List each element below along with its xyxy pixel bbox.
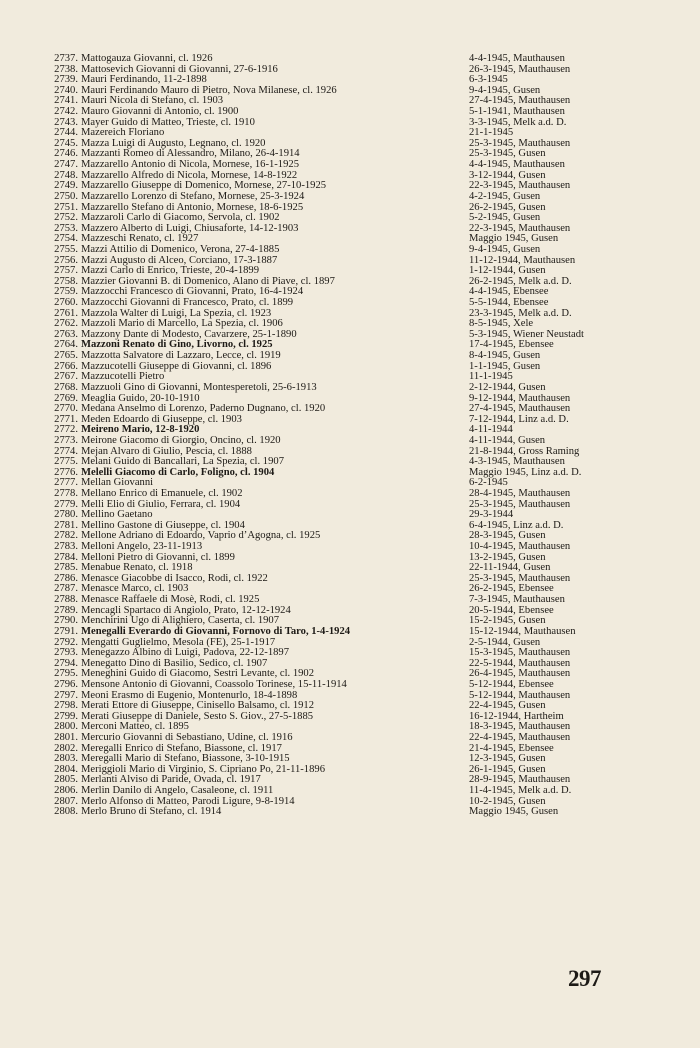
entry-fate: 5-1-1941, Mauthausen — [469, 106, 565, 118]
entry-name: Merati Ettore di Giuseppe, Cinisello Balsamo, cl. 1912 — [81, 700, 315, 712]
entry-number: 2772. — [54, 424, 78, 436]
entry-fate: 25-3-1945, Mauthausen — [469, 137, 571, 149]
entry-number: 2745. — [54, 137, 78, 149]
entry-fate: 22-3-1945, Mauthausen — [469, 180, 571, 192]
list-item — [0, 807, 700, 818]
entry-name: Mayer Guido di Matteo, Trieste, cl. 1910 — [81, 116, 255, 128]
entry-fate: 7-3-1945, Mauthausen — [469, 594, 565, 606]
entry-number: 2752. — [54, 212, 78, 224]
entry-number: 2773. — [54, 434, 78, 446]
entry-number: 2740. — [54, 84, 78, 96]
entry-number: 2758. — [54, 275, 78, 287]
entry-fate: 6-2-1945 — [469, 477, 508, 489]
entry-fate: 4-11-1944 — [469, 424, 513, 436]
entry-name: Mauri Ferdinando, 11-2-1898 — [81, 74, 207, 86]
list-item — [0, 680, 700, 691]
entry-name: Merlin Danilo di Angelo, Casaleone, cl. 1911 — [81, 785, 274, 797]
entry-name: Menegatto Dino di Basilio, Sedico, cl. 1907 — [81, 657, 268, 669]
entry-fate: 2-5-1944, Gusen — [469, 636, 541, 648]
entry-number: 2763. — [54, 328, 78, 340]
entry-fate: 26-2-1945, Melk a.d. D. — [469, 275, 572, 287]
list-item — [0, 436, 700, 447]
entry-number: 2738. — [54, 63, 78, 75]
entry-name: Mazzucotelli Pietro — [81, 371, 165, 383]
entry-fate: 2-12-1944, Gusen — [469, 381, 546, 393]
entry-fate: 11-1-1945 — [469, 371, 513, 383]
entry-fate: 9-4-1945, Gusen — [469, 243, 541, 255]
entry-name: Menchirini Ugo di Alighiero, Caserta, cl. 1907 — [81, 615, 280, 627]
entry-fate: Maggio 1945, Gusen — [469, 233, 559, 245]
entry-fate: 9-12-1944, Mauthausen — [469, 392, 571, 404]
entry-fate: 26-2-1945, Gusen — [469, 201, 546, 213]
entry-fate: 25-3-1945, Mauthausen — [469, 572, 571, 584]
entry-number: 2793. — [54, 647, 78, 659]
entry-name: Mazzoni Renato di Gino, Livorno, cl. 1925 — [81, 339, 273, 351]
entry-name: Mellano Enrico di Emanuele, cl. 1902 — [81, 487, 243, 499]
entry-fate: 4-4-1945, Mauthausen — [469, 159, 565, 171]
entry-fate: 21-8-1944, Gross Raming — [469, 445, 580, 457]
entry-number: 2749. — [54, 180, 78, 192]
entry-number: 2756. — [54, 254, 78, 266]
entry-number: 2760. — [54, 297, 78, 309]
entry-fate: 27-4-1945, Mauthausen — [469, 403, 571, 415]
entry-number: 2806. — [54, 785, 78, 797]
entry-name: Mauri Nicola di Stefano, cl. 1903 — [81, 95, 224, 107]
entry-name: Mazzola Walter di Luigi, La Spezia, cl. 1923 — [81, 307, 272, 319]
entry-number: 2779. — [54, 498, 78, 510]
list-item — [0, 383, 700, 394]
entry-fate: 10-4-1945, Mauthausen — [469, 541, 571, 553]
entry-name: Mazzero Alberto di Luigi, Chiusaforte, 14-12-1903 — [81, 222, 299, 234]
entry-fate: 6-4-1945, Linz a.d. D. — [469, 519, 564, 531]
entry-name: Mellan Giovanni — [81, 477, 154, 489]
entry-fate: 4-4-1945, Mauthausen — [469, 53, 565, 64]
entry-name: Menegazzo Albino di Luigi, Padova, 22-12-1897 — [81, 647, 290, 659]
entry-fate: 8-5-1945, Xele — [469, 318, 534, 330]
entry-name: Mazzony Dante di Modesto, Cavarzere, 25-1-1890 — [81, 328, 297, 340]
entry-number: 2786. — [54, 572, 78, 584]
entry-name: Mazzarello Antonio di Nicola, Mornese, 16-1-1925 — [81, 159, 299, 171]
entry-fate: 5-5-1944, Ebensee — [469, 297, 549, 309]
entry-number: 2775. — [54, 456, 78, 468]
entry-number: 2754. — [54, 233, 78, 245]
entry-fate: 4-11-1944, Gusen — [469, 434, 546, 446]
entry-number: 2753. — [54, 222, 78, 234]
entry-name: Menasce Marco, cl. 1903 — [81, 583, 189, 595]
entry-name: Mellone Adriano di Edoardo, Vaprio d’Agogna, cl. 1925 — [81, 530, 321, 542]
entry-fate: 29-3-1944 — [469, 509, 514, 521]
entry-name: Mazzier Giovanni B. di Domenico, Alano di Piave, cl. 1897 — [81, 275, 335, 287]
entry-number: 2792. — [54, 636, 78, 648]
entry-name: Menegalli Everardo di Giovanni, Fornovo di Taro, 1-4-1924 — [81, 625, 351, 637]
entry-number: 2781. — [54, 519, 78, 531]
entry-fate: 26-4-1945, Mauthausen — [469, 668, 571, 680]
entry-number: 2802. — [54, 742, 78, 754]
entry-fate: 26-3-1945, Mauthausen — [469, 63, 571, 75]
entry-number: 2741. — [54, 95, 78, 107]
entry-number: 2784. — [54, 551, 78, 563]
entry-name: Mazzi Carlo di Enrico, Trieste, 20-4-1899 — [81, 265, 260, 277]
entry-fate: 17-4-1945, Ebensee — [469, 339, 554, 351]
entry-number: 2771. — [54, 413, 78, 425]
entry-fate: 26-2-1945, Ebensee — [469, 583, 554, 595]
entry-fate: 6-3-1945 — [469, 74, 508, 86]
entry-number: 2750. — [54, 190, 78, 202]
entry-name: Mazzocchi Giovanni di Francesco, Prato, cl. 1899 — [81, 297, 294, 309]
entry-number: 2790. — [54, 615, 78, 627]
entry-number: 2780. — [54, 509, 78, 521]
entry-number: 2748. — [54, 169, 78, 181]
entry-number: 2768. — [54, 381, 78, 393]
list-item — [0, 245, 700, 256]
entry-fate: 7-12-1944, Linz a.d. D. — [469, 413, 569, 425]
entry-fate: 22-4-1945, Mauthausen — [469, 732, 571, 743]
entry-number: 2742. — [54, 106, 78, 118]
entry-number: 2751. — [54, 201, 78, 213]
list-item — [0, 489, 700, 500]
entry-number: 2794. — [54, 657, 78, 669]
entry-fate: 15-2-1945, Gusen — [469, 615, 546, 627]
page-number: 297 — [568, 966, 601, 991]
entry-name: Menasce Giacobbe di Isacco, Rodi, cl. 1922 — [81, 572, 268, 584]
entry-fate: 22-5-1944, Mauthausen — [469, 657, 571, 669]
entry-name: Mazzarello Stefano di Antonio, Mornese, 18-6-1925 — [81, 201, 304, 213]
entry-name: Mazzi Augusto di Alceo, Corciano, 17-3-1887 — [81, 254, 278, 266]
entry-number: 2783. — [54, 541, 78, 553]
entry-name: Mazzanti Romeo di Alessandro, Milano, 26-4-1914 — [81, 148, 300, 160]
entry-fate: 21-1-1945 — [469, 127, 514, 139]
entry-fate: 5-12-1944, Ebensee — [469, 678, 554, 690]
entry-name: Mensone Antonio di Giovanni, Coassolo Torinese, 15-11-1914 — [81, 678, 347, 690]
entry-name: Mazzarello Lorenzo di Stefano, Mornese, 25-3-1924 — [81, 190, 305, 202]
entry-name: Medana Anselmo di Lorenzo, Paderno Dugnano, cl. 1920 — [81, 403, 326, 415]
entry-fate: 9-4-1945, Gusen — [469, 84, 541, 96]
entry-number: 2769. — [54, 392, 78, 404]
entry-name: Mazzucotelli Giuseppe di Giovanni, cl. 1896 — [81, 360, 272, 372]
entry-fate: 3-3-1945, Melk a.d. D. — [469, 116, 567, 128]
entry-fate: 22-3-1945, Mauthausen — [469, 222, 571, 234]
entry-number: 2801. — [54, 732, 78, 743]
entry-fate: 13-2-1945, Gusen — [469, 551, 546, 563]
entry-number: 2808. — [54, 806, 78, 818]
entry-name: Merati Giuseppe di Daniele, Sesto S. Giov., 27-5-1885 — [81, 710, 314, 722]
entry-name: Merlanti Alviso di Paride, Ovada, cl. 1917 — [81, 774, 261, 786]
entry-fate: 5-2-1945, Gusen — [469, 212, 541, 224]
entry-fate: 28-4-1945, Mauthausen — [469, 487, 571, 499]
entry-number: 2797. — [54, 689, 78, 701]
entry-number: 2746. — [54, 148, 78, 160]
entry-number: 2757. — [54, 265, 78, 277]
entry-name: Mencagli Spartaco di Angiolo, Prato, 12-12-1924 — [81, 604, 291, 616]
entry-name: Mattosevich Giovanni di Giovanni, 27-6-1916 — [81, 63, 278, 75]
entry-name: Mazzarello Giuseppe di Domenico, Mornese, 27-10-1925 — [81, 180, 327, 192]
entry-fate: 15-12-1944, Mauthausen — [469, 625, 576, 637]
entry-fate: 8-4-1945, Gusen — [469, 350, 541, 362]
entry-name: Mazzuoli Gino di Giovanni, Montesperetoli, 25-6-1913 — [81, 381, 317, 393]
entry-name: Mazzi Attilio di Domenico, Verona, 27-4-1885 — [81, 243, 280, 255]
entry-number: 2743. — [54, 116, 78, 128]
entry-number: 2796. — [54, 678, 78, 690]
entry-name: Mellino Gaetano — [81, 509, 153, 521]
entry-name: Mejan Alvaro di Giulio, Pescia, cl. 1888 — [81, 445, 252, 457]
entry-fate: 28-3-1945, Gusen — [469, 530, 546, 542]
entry-name: Meaglia Guido, 20-10-1910 — [81, 392, 200, 404]
entry-name: Menasce Raffaele di Mosè, Rodi, cl. 1925 — [81, 594, 260, 606]
entry-name: Melloni Pietro di Giovanni, cl. 1899 — [81, 551, 235, 563]
entry-name: Meoni Erasmo di Eugenio, Montenurlo, 18-4-1898 — [81, 689, 298, 701]
entry-number: 2785. — [54, 562, 78, 574]
entry-name: Mattogauza Giovanni, cl. 1926 — [81, 53, 213, 64]
list-item — [0, 627, 700, 638]
entry-number: 2765. — [54, 350, 78, 362]
entry-number: 2804. — [54, 763, 78, 775]
entry-number: 2807. — [54, 795, 78, 807]
entry-number: 2747. — [54, 159, 78, 171]
list-item — [0, 192, 700, 203]
entry-fate: 10-2-1945, Gusen — [469, 795, 546, 807]
entry-number: 2761. — [54, 307, 78, 319]
entry-name: Meriggioli Mario di Virginio, S. Cipriano Po, 21-11-1896 — [81, 763, 325, 775]
entry-number: 2791. — [54, 625, 78, 637]
entry-number: 2795. — [54, 668, 78, 680]
entry-name: Mazzarello Alfredo di Nicola, Mornese, 14-8-1922 — [81, 169, 298, 181]
entry-name: Merlo Alfonso di Matteo, Parodi Ligure, 9-8-1914 — [81, 795, 295, 807]
deportee-list — [0, 54, 700, 818]
entry-fate: 3-12-1944, Gusen — [469, 169, 546, 181]
entry-number: 2782. — [54, 530, 78, 542]
entry-number: 2805. — [54, 774, 78, 786]
entry-fate: 18-3-1945, Mauthausen — [469, 721, 571, 733]
entry-number: 2762. — [54, 318, 78, 330]
entry-number: 2778. — [54, 487, 78, 499]
entry-name: Merlo Bruno di Stefano, cl. 1914 — [81, 806, 222, 818]
entry-name: Mercurio Giovanni di Sebastiano, Udine, cl. 1916 — [81, 732, 293, 743]
entry-name: Meregalli Mario di Stefano, Biassone, 3-10-1915 — [81, 753, 290, 765]
entry-name: Mazzoli Mario di Marcello, La Spezia, cl. 1906 — [81, 318, 283, 330]
entry-number: 2766. — [54, 360, 78, 372]
entry-name: Meden Edoardo di Giuseppe, cl. 1903 — [81, 413, 242, 425]
entry-fate: 28-9-1945, Mauthausen — [469, 774, 571, 786]
entry-number: 2737. — [54, 53, 78, 64]
entry-fate: 5-12-1944, Mauthausen — [469, 689, 571, 701]
entry-name: Mazereich Floriano — [81, 127, 165, 139]
entry-name: Meirone Giacomo di Giorgio, Oncino, cl. 1920 — [81, 434, 281, 446]
entry-fate: 1-1-1945, Gusen — [469, 360, 541, 372]
entry-number: 2798. — [54, 700, 78, 712]
entry-name: Menabue Renato, cl. 1918 — [81, 562, 193, 574]
entry-name: Mazzeschi Renato, cl. 1927 — [81, 233, 199, 245]
entry-number: 2744. — [54, 127, 78, 139]
entry-name: Merconi Matteo, cl. 1895 — [81, 721, 189, 733]
entry-fate: 21-4-1945, Ebensee — [469, 742, 554, 754]
entry-fate: Maggio 1945, Gusen — [469, 806, 559, 818]
entry-number: 2755. — [54, 243, 78, 255]
entry-fate: 4-4-1945, Ebensee — [469, 286, 549, 298]
entry-number: 2777. — [54, 477, 78, 489]
entry-name: Mauri Ferdinando Mauro di Pietro, Nova Milanese, cl. 1926 — [81, 84, 337, 96]
entry-number: 2739. — [54, 74, 78, 86]
entry-name: Mazzaroli Carlo di Giacomo, Servola, cl. 1902 — [81, 212, 280, 224]
entry-fate: 26-1-1945, Gusen — [469, 763, 546, 775]
entry-name: Mazzotta Salvatore di Lazzaro, Lecce, cl. 1919 — [81, 350, 281, 362]
entry-number: 2764. — [54, 339, 78, 351]
entry-fate: 23-3-1945, Melk a.d. D. — [469, 307, 572, 319]
entry-name: Melani Guido di Bancallari, La Spezia, cl. 1907 — [81, 456, 284, 468]
entry-fate: 20-5-1944, Ebensee — [469, 604, 554, 616]
entry-fate: 22-11-1944, Gusen — [469, 562, 551, 574]
entry-number: 2767. — [54, 371, 78, 383]
entry-name: Melelli Giacomo di Carlo, Foligno, cl. 1904 — [81, 466, 275, 478]
entry-fate: 25-3-1945, Mauthausen — [469, 498, 571, 510]
entry-name: Meireno Mario, 12-8-1920 — [81, 424, 200, 436]
entry-fate: 11-4-1945, Melk a.d. D. — [469, 785, 572, 797]
entry-name: Meneghini Guido di Giacomo, Sestri Levante, cl. 1902 — [81, 668, 315, 680]
entry-number: 2776. — [54, 466, 78, 478]
entry-number: 2759. — [54, 286, 78, 298]
entry-fate: 11-12-1944, Mauthausen — [469, 254, 576, 266]
entry-number: 2800. — [54, 721, 78, 733]
entry-fate: 5-3-1945, Wiener Neustadt — [469, 328, 584, 340]
entry-fate: 22-4-1945, Gusen — [469, 700, 546, 712]
entry-name: Mellino Gastone di Giuseppe, cl. 1904 — [81, 519, 245, 531]
entry-number: 2799. — [54, 710, 78, 722]
entry-name: Melli Elio di Giulio, Ferrara, cl. 1904 — [81, 498, 241, 510]
entry-name: Meregalli Enrico di Stefano, Biassone, cl. 1917 — [81, 742, 282, 754]
entry-fate: 16-12-1944, Hartheim — [469, 710, 564, 722]
entry-name: Mazzocchi Francesco di Giovanni, Prato, 16-4-1924 — [81, 286, 304, 298]
entry-number: 2789. — [54, 604, 78, 616]
entry-fate: 27-4-1945, Mauthausen — [469, 95, 571, 107]
entry-number: 2803. — [54, 753, 78, 765]
entry-name: Mauro Giovanni di Antonio, cl. 1900 — [81, 106, 239, 118]
entry-number: 2770. — [54, 403, 78, 415]
entry-name: Mengatti Guglielmo, Mesola (FE), 25-1-1917 — [81, 636, 276, 648]
entry-fate: 25-3-1945, Gusen — [469, 148, 546, 160]
entry-number: 2787. — [54, 583, 78, 595]
entry-fate: 15-3-1945, Mauthausen — [469, 647, 571, 659]
entry-name: Melloni Angelo, 23-11-1913 — [81, 541, 203, 553]
entry-name: Mazza Luigi di Augusto, Legnano, cl. 1920 — [81, 137, 266, 149]
entry-fate: 12-3-1945, Gusen — [469, 753, 546, 765]
entry-fate: 4-2-1945, Gusen — [469, 190, 541, 202]
entry-number: 2774. — [54, 445, 78, 457]
entry-fate: Maggio 1945, Linz a.d. D. — [469, 466, 582, 478]
entry-fate: 1-12-1944, Gusen — [469, 265, 546, 277]
entry-number: 2788. — [54, 594, 78, 606]
entry-fate: 4-3-1945, Mauthausen — [469, 456, 565, 468]
